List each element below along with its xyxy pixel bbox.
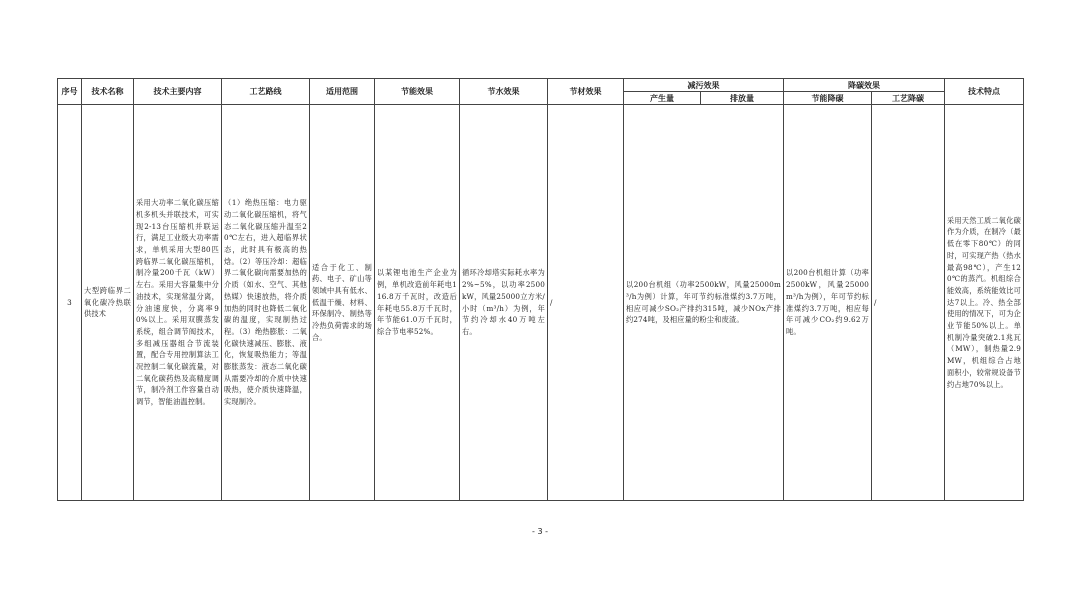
cell-carbon-process: / bbox=[872, 105, 945, 501]
cell-water: 循环冷却塔实际耗水率为2%~5%，以功率2500kW，风量25000立方米/小时（m³/h）为例，年节约冷却水40万吨左右。 bbox=[460, 105, 548, 501]
cell-content: 采用大功率二氧化碳压缩机多机头并联技术，可实现2-13台压缩机并联运行，满足工业级大功率需求，单机采用大型80匹跨临界二氧化碳压缩机，制冷量200千瓦（kW）左右。采用大容量集中分油技术，实现常温分离，分油速度快，分离率90%以上。采用双膜蒸发系统，组合调节阀技术，多组减压器组合节流装置，配合专用控制算法工况控制二氧化碳流量，对二氧化碳药热及高精度调节，制冷剂工作容量自动调节，智能油温控制。 bbox=[134, 105, 222, 501]
cell-no: 3 bbox=[58, 105, 82, 501]
cell-route: （1）绝热压缩：电力驱动二氧化碳压缩机，将气态二氧化碳压缩升温至20℃左右，进入超临界状态，此时具有极高的热焓。（2）等压冷却：超临界二氧化碳向需要加热的介质（如水、空气、其他热媒）快速放热，将介质加热的同时也降低二氧化碳的温度，实现制热过程。（3）绝热膨胀：二氧化碳快速减压、膨胀、液化，恢复吸热能力；等温膨胀蒸发：液态二氧化碳从需要冷却的介质中快速吸热，使介质快速降温，实现制冷。 bbox=[222, 105, 310, 501]
header-scope: 适用范围 bbox=[310, 79, 375, 105]
header-features: 技术特点 bbox=[945, 79, 1024, 105]
table-row bbox=[58, 105, 1024, 501]
header-material: 节材效果 bbox=[548, 79, 624, 105]
header-route: 工艺路线 bbox=[222, 79, 310, 105]
header-content: 技术主要内容 bbox=[134, 79, 222, 105]
cell-pollution: 以200台机组（功率2500kW，风量25000m³/h为例）计算，年可节约标准煤约3.7万吨，相应可减少SO₂产排约315吨，减少NOx产排约274吨，及相应量的粉尘和废渣。 bbox=[624, 105, 784, 501]
header-energy: 节能效果 bbox=[375, 79, 460, 105]
header-row-1 bbox=[58, 79, 1024, 92]
cell-features: 采用天然工质二氧化碳作为介质，在制冷（最低在零下80℃）的同时，可实现产热（热水最高98℃），产生120℃的蒸汽。机组综合能效高，系统能效比可达7以上。冷、热全部使用的情况下，可为企业节能50%以上。单机制冷量突破2.1兆瓦（MW），制热量2.9MW，机组综合占地面积小，较常规设备节约占地70%以上。 bbox=[945, 105, 1024, 501]
header-carbon: 降碳效果 bbox=[784, 79, 945, 92]
header-name: 技术名称 bbox=[82, 79, 134, 105]
header-carbon-energy: 节能降碳 bbox=[784, 92, 872, 105]
cell-carbon-energy: 以200台机组计算（功率2500kW，风量25000m³/h为例），年可节约标准煤约3.7万吨，相应每年可减少CO₂约9.62万吨。 bbox=[784, 105, 872, 501]
header-pollution-gen: 产生量 bbox=[624, 92, 701, 105]
cell-energy: 以某锂电池生产企业为例，单机改造前年耗电116.8万千瓦时，改造后年耗电55.8万千瓦时，年节能61.0万千瓦时，综合节电率52%。 bbox=[375, 105, 460, 501]
technology-table bbox=[57, 78, 1024, 501]
header-carbon-process: 工艺降碳 bbox=[872, 92, 945, 105]
header-pollution-emit: 排放量 bbox=[701, 92, 784, 105]
cell-scope: 适合于化工、制药、电子、矿山等领域中具有低水、低温干燥、材料、环保制冷、制热等冷热负荷需求的场合。 bbox=[310, 105, 375, 501]
header-pollution: 减污效果 bbox=[624, 79, 784, 92]
header-water: 节水效果 bbox=[460, 79, 548, 105]
header-no: 序号 bbox=[58, 79, 82, 105]
cell-name: 大型跨临界二氧化碳冷热联供技术 bbox=[82, 105, 134, 501]
page-number: - 3 - bbox=[532, 527, 548, 536]
cell-material: / bbox=[548, 105, 624, 501]
